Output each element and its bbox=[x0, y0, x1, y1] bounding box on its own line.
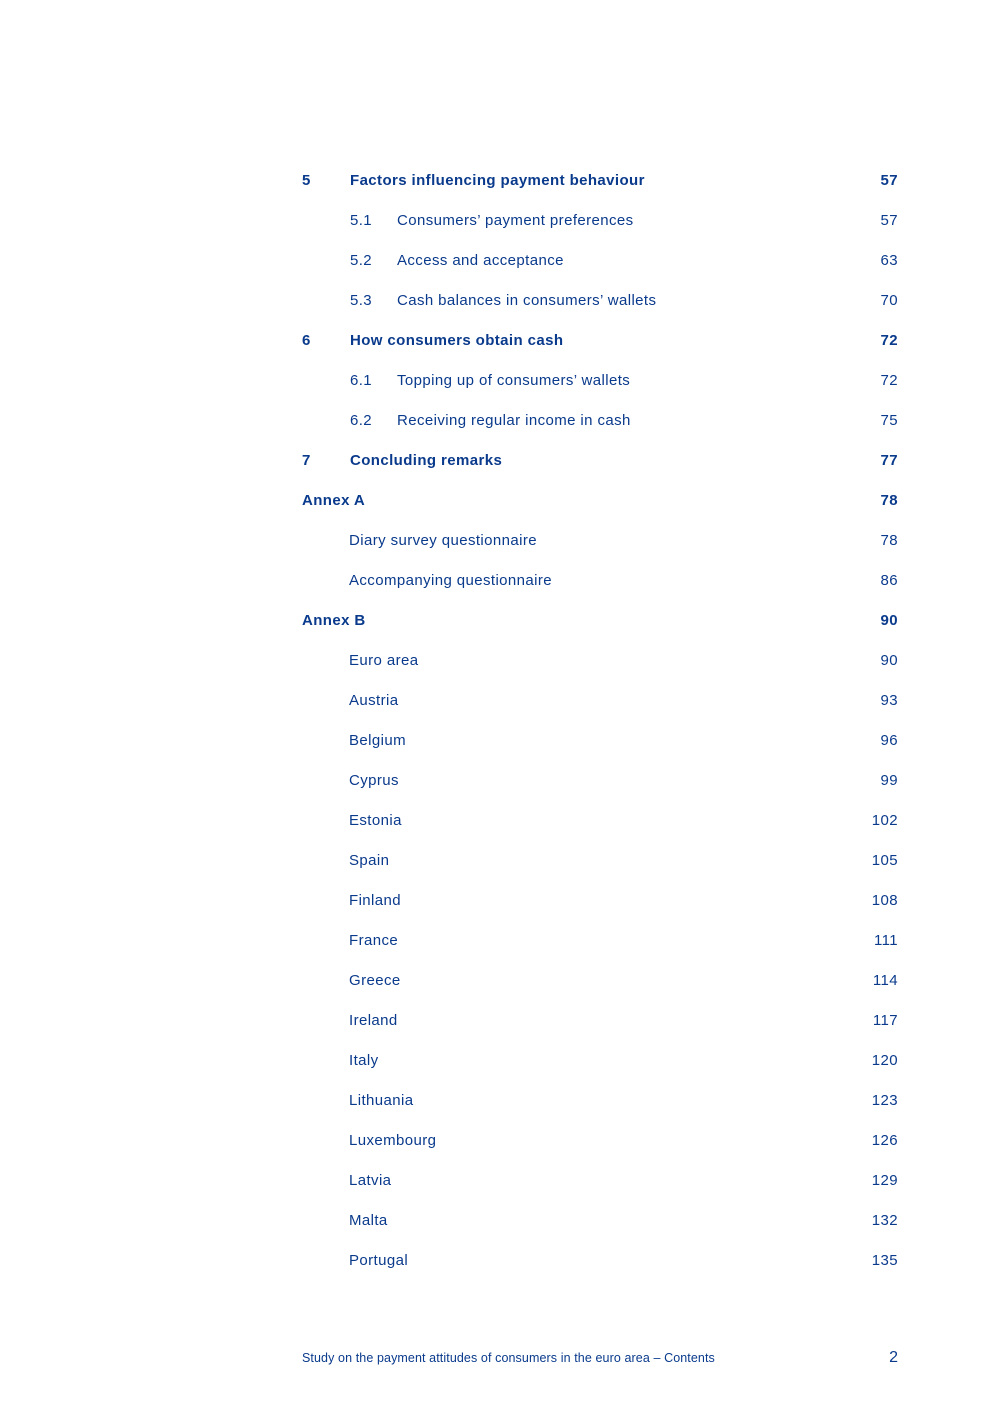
toc-page-number: 63 bbox=[880, 252, 898, 269]
toc-title: Euro area bbox=[349, 652, 419, 669]
toc-entry-cyprus[interactable] bbox=[302, 760, 898, 800]
toc-number: 5.3 bbox=[350, 292, 373, 309]
toc-entry-spain[interactable] bbox=[302, 840, 898, 880]
toc-title: Concluding remarks bbox=[350, 452, 503, 469]
toc-title: Topping up of consumers’ wallets bbox=[397, 372, 631, 389]
toc-title: Luxembourg bbox=[349, 1132, 437, 1149]
toc-page-number: 57 bbox=[880, 212, 898, 229]
toc-page-number: 123 bbox=[871, 1092, 898, 1109]
toc-page-number: 57 bbox=[880, 172, 898, 189]
toc-number: 5 bbox=[302, 172, 311, 189]
toc-title: Italy bbox=[349, 1052, 379, 1069]
toc-entry-portugal[interactable] bbox=[302, 1240, 898, 1280]
toc-number: 6.2 bbox=[350, 412, 373, 429]
toc-page-number: 93 bbox=[880, 692, 898, 709]
toc-entry-diary-survey[interactable] bbox=[302, 520, 898, 560]
toc-page-number: 72 bbox=[880, 332, 898, 349]
toc-entry-luxembourg[interactable] bbox=[302, 1120, 898, 1160]
toc-section-5-3[interactable] bbox=[302, 280, 898, 320]
toc-title: Annex A bbox=[302, 492, 366, 509]
toc-page-number: 75 bbox=[880, 412, 898, 429]
toc-page-number: 102 bbox=[871, 812, 898, 829]
toc-page-number: 114 bbox=[872, 972, 898, 989]
toc-page-number: 135 bbox=[871, 1252, 898, 1269]
toc-entry-ireland[interactable] bbox=[302, 1000, 898, 1040]
toc-entry-greece[interactable] bbox=[302, 960, 898, 1000]
toc-entry-france[interactable] bbox=[302, 920, 898, 960]
toc-title: Finland bbox=[349, 892, 401, 909]
toc-title: Receiving regular income in cash bbox=[397, 412, 631, 429]
toc-title: Lithuania bbox=[349, 1092, 414, 1109]
toc-page-number: 108 bbox=[871, 892, 898, 909]
toc-entry-malta[interactable] bbox=[302, 1200, 898, 1240]
toc-section-6-1[interactable] bbox=[302, 360, 898, 400]
toc-page-number: 72 bbox=[880, 372, 898, 389]
toc-title: Diary survey questionnaire bbox=[349, 532, 537, 549]
footer-page-number: 2 bbox=[889, 1349, 898, 1366]
toc-title: Belgium bbox=[349, 732, 406, 749]
toc-title: Ireland bbox=[349, 1012, 398, 1029]
toc-section-5-2[interactable] bbox=[302, 240, 898, 280]
toc-entry-austria[interactable] bbox=[302, 680, 898, 720]
toc-chapter-7[interactable] bbox=[302, 440, 898, 480]
toc-page-number: 126 bbox=[871, 1132, 898, 1149]
toc-page-number: 96 bbox=[880, 732, 898, 749]
toc-page-number: 129 bbox=[871, 1172, 898, 1189]
toc-chapter-6[interactable] bbox=[302, 320, 898, 360]
toc-section-6-2[interactable] bbox=[302, 400, 898, 440]
toc-page-number: 78 bbox=[880, 532, 898, 549]
toc-entry-estonia[interactable] bbox=[302, 800, 898, 840]
toc-title: How consumers obtain cash bbox=[350, 332, 564, 349]
toc-chapter-5[interactable] bbox=[302, 160, 898, 200]
toc-title: France bbox=[349, 932, 399, 949]
toc-number: 6.1 bbox=[350, 372, 373, 389]
toc-title: Spain bbox=[349, 852, 390, 869]
table-of-contents bbox=[302, 160, 898, 1280]
toc-annex-a[interactable] bbox=[302, 480, 898, 520]
toc-title: Annex B bbox=[302, 612, 366, 629]
toc-page-number: 99 bbox=[880, 772, 898, 789]
toc-title: Access and acceptance bbox=[397, 252, 564, 269]
toc-title: Austria bbox=[349, 692, 399, 709]
toc-title: Consumers’ payment preferences bbox=[397, 212, 634, 229]
toc-entry-euro-area[interactable] bbox=[302, 640, 898, 680]
toc-title: Factors influencing payment behaviour bbox=[350, 172, 645, 189]
toc-page-number: 105 bbox=[871, 852, 898, 869]
toc-title: Latvia bbox=[349, 1172, 392, 1189]
toc-entry-accompanying[interactable] bbox=[302, 560, 898, 600]
toc-page-number: 90 bbox=[880, 612, 898, 629]
toc-number: 5.2 bbox=[350, 252, 373, 269]
toc-number: 5.1 bbox=[350, 212, 373, 229]
toc-title: Estonia bbox=[349, 812, 402, 829]
page-footer bbox=[302, 1349, 898, 1369]
toc-page-number: 77 bbox=[880, 452, 898, 469]
toc-title: Portugal bbox=[349, 1252, 409, 1269]
toc-entry-italy[interactable] bbox=[302, 1040, 898, 1080]
toc-page-number: 111 bbox=[873, 932, 898, 949]
toc-page-number: 117 bbox=[872, 1012, 898, 1029]
toc-page-number: 120 bbox=[871, 1052, 898, 1069]
toc-number: 6 bbox=[302, 332, 311, 349]
toc-title: Cyprus bbox=[349, 772, 399, 789]
toc-title: Greece bbox=[349, 972, 401, 989]
toc-page-number: 78 bbox=[880, 492, 898, 509]
footer-document-title: Study on the payment attitudes of consumers in the euro area – Contents bbox=[302, 1351, 715, 1365]
toc-title: Cash balances in consumers’ wallets bbox=[397, 292, 657, 309]
toc-page-number: 90 bbox=[880, 652, 898, 669]
toc-section-5-1[interactable] bbox=[302, 200, 898, 240]
toc-title: Accompanying questionnaire bbox=[349, 572, 553, 589]
toc-entry-latvia[interactable] bbox=[302, 1160, 898, 1200]
toc-number: 7 bbox=[302, 452, 311, 469]
toc-entry-finland[interactable] bbox=[302, 880, 898, 920]
toc-page-number: 70 bbox=[880, 292, 898, 309]
toc-entry-lithuania[interactable] bbox=[302, 1080, 898, 1120]
toc-page-number: 132 bbox=[871, 1212, 898, 1229]
toc-annex-b[interactable] bbox=[302, 600, 898, 640]
toc-entry-belgium[interactable] bbox=[302, 720, 898, 760]
toc-title: Malta bbox=[349, 1212, 388, 1229]
toc-page-number: 86 bbox=[880, 572, 898, 589]
